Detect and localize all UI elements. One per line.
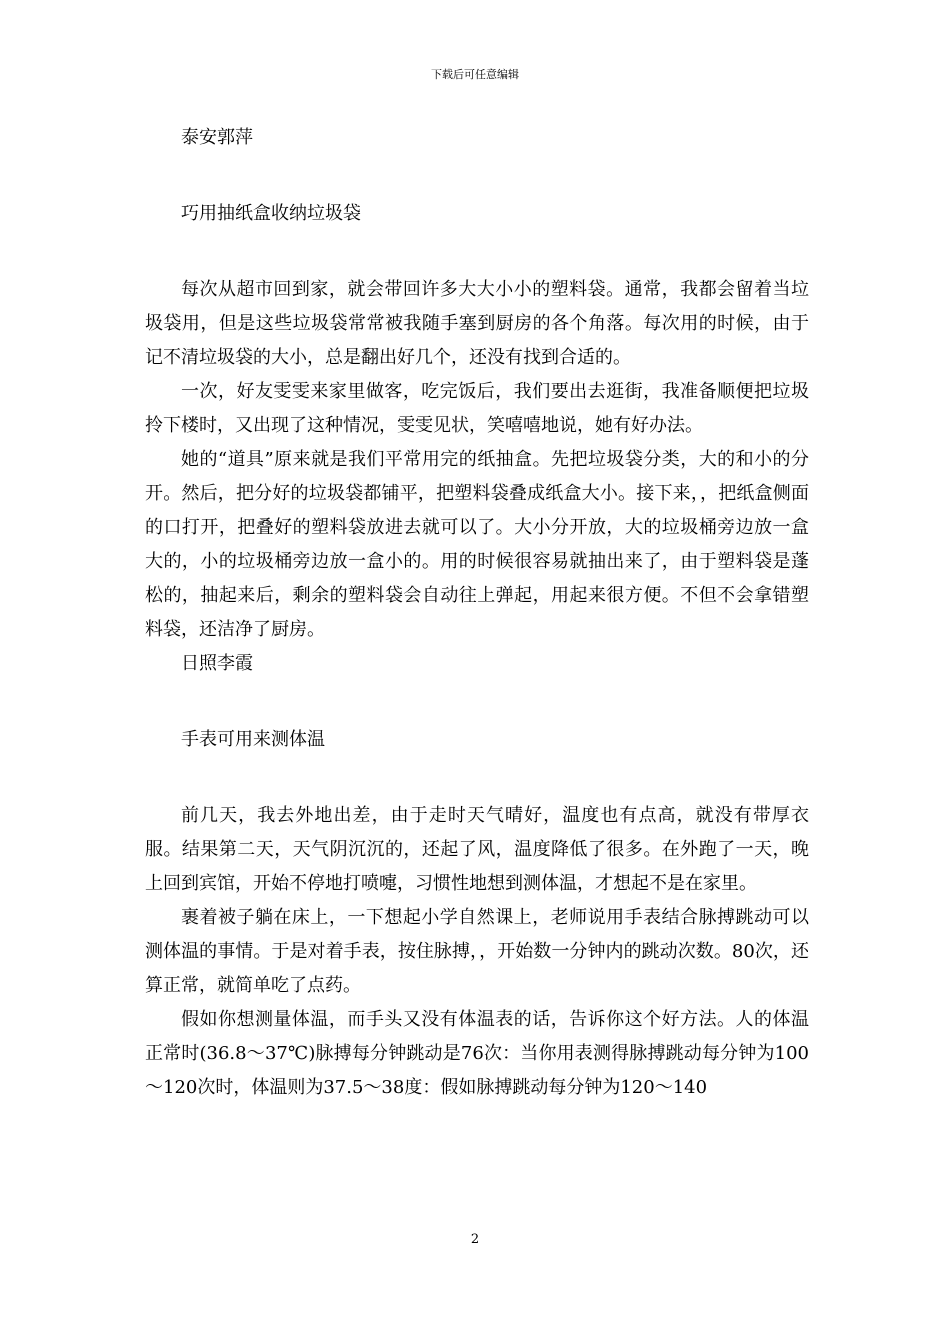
- body-paragraph: 每次从超市回到家，就会带回许多大大小小的塑料袋。通常，我都会留着当垃圾袋用，但是这些垃圾袋常常被我随手塞到厨房的各个角落。每次用的时候，由于记不清垃圾袋的大小，总是翻出好几个，还没有找到合适的。: [145, 279, 809, 368]
- body-paragraph: 裹着被子躺在床上，一下想起小学自然课上，老师说用手表结合脉搏跳动可以测体温的事情。于是对着手表，按住脉搏，，开始数一分钟内的跳动次数。80次，还算正常，就简单吃了点药。: [145, 907, 809, 996]
- section-author: 日照李霞: [181, 653, 253, 674]
- body-paragraph: 假如你想测量体温，而手头又没有体温表的话，告诉你这个好方法。人的体温正常时(36.8～37℃)脉搏每分钟跳动是76次：当你用表测得脉搏跳动每分钟为100～120次时，体温则为37.5～38度：假如脉搏跳动每分钟为120～140: [145, 1009, 809, 1098]
- section-author: 泰安郭萍: [181, 127, 253, 148]
- spacer: [145, 155, 809, 197]
- section-title: 巧用抽纸盒收纳垃圾袋: [181, 203, 361, 224]
- section-title: 手表可用来测体温: [181, 729, 325, 750]
- page-number: 2: [470, 1232, 480, 1247]
- spacer: [145, 757, 809, 799]
- document-body: [145, 121, 809, 1105]
- spacer: [145, 681, 809, 723]
- page-header-note: 下载后可任意编辑: [431, 68, 519, 81]
- body-paragraph: 她的“道具”原来就是我们平常用完的纸抽盒。先把垃圾袋分类，大的和小的分开。然后，把分好的垃圾袋都铺平，把塑料袋叠成纸盒大小。接下来，，把纸盒侧面的口打开，把叠好的塑料袋放进去就可以了。大小分开放，大的垃圾桶旁边放一盒大的，小的垃圾桶旁边放一盒小的。用的时候很容易就抽出来了，由于塑料袋是蓬松的，抽起来后，剩余的塑料袋会自动往上弹起，用起来很方便。不但不会拿错塑料袋，还洁净了厨房。: [145, 449, 809, 640]
- body-paragraph: 前几天，我去外地出差，由于走时天气晴好，温度也有点高，就没有带厚衣服。结果第二天，天气阴沉沉的，还起了风，温度降低了很多。在外跑了一天，晚上回到宾馆，开始不停地打喷嚏，习惯性地想到测体温，才想起不是在家里。: [145, 805, 809, 894]
- spacer: [145, 231, 809, 273]
- body-paragraph: 一次，好友雯雯来家里做客，吃完饭后，我们要出去逛街，我准备顺便把垃圾拎下楼时，又出现了这种情况，雯雯见状，笑嘻嘻地说，她有好办法。: [145, 381, 809, 436]
